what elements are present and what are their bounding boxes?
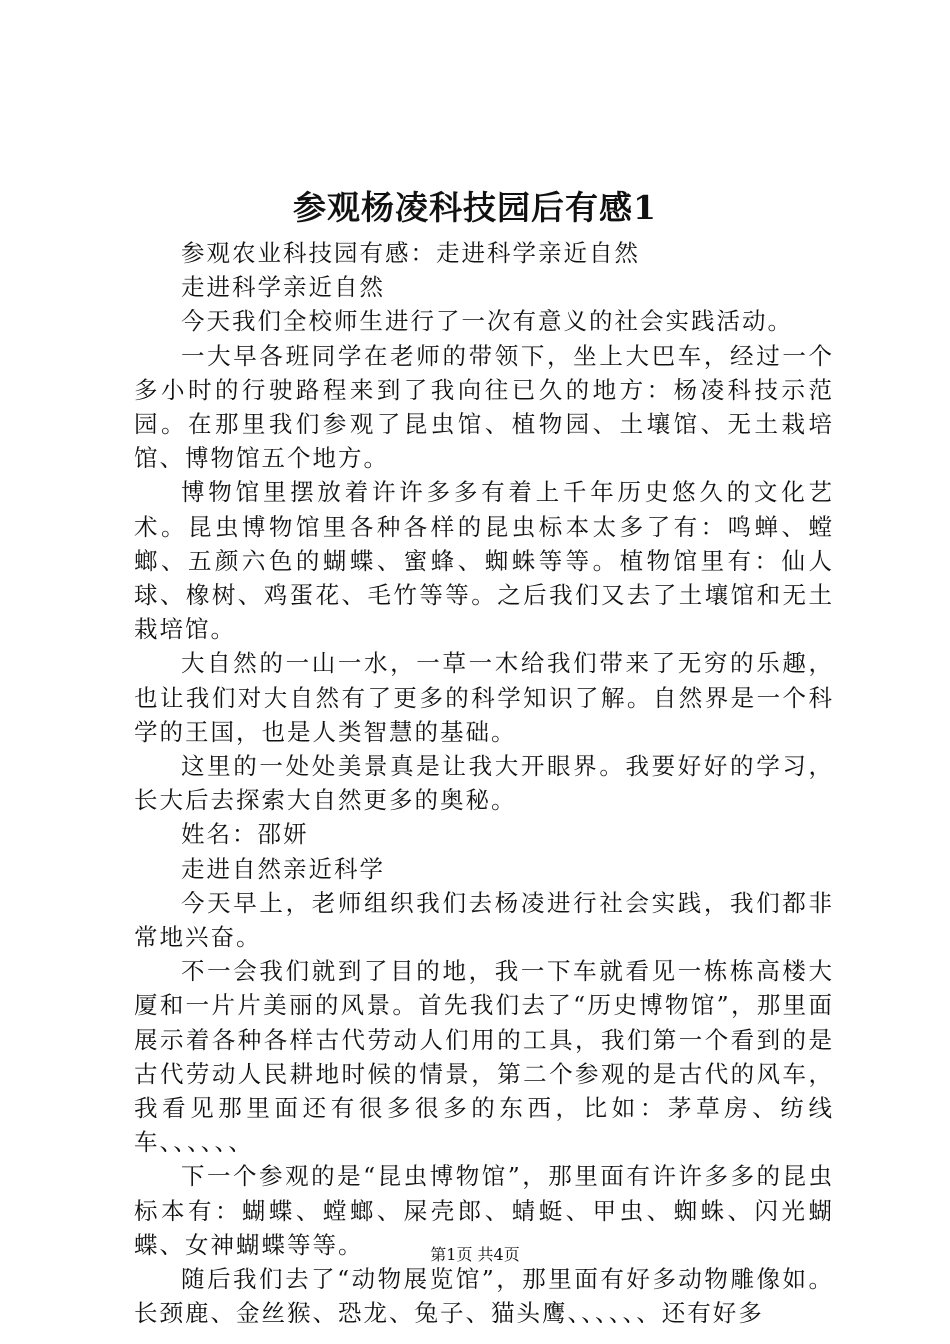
paragraph: 今天我们全校师生进行了一次有意义的社会实践活动。 bbox=[181, 307, 793, 336]
section-heading: 走进自然亲近科学 bbox=[181, 854, 385, 883]
paragraph: 大自然的一山一水，一草一木给我们带来了无穷的乐趣，也让我们对大自然有了更多的科学知识了解。自然界是一个科学的王国，也是人类智慧的基础。 bbox=[134, 649, 834, 746]
author-line: 姓名：邵妍 bbox=[181, 820, 309, 849]
paragraph: 下一个参观的是“昆虫博物馆”，那里面有许许多多的昆虫标本有：蝴蝶、螳螂、屎壳郎、蜻蜓、甲虫、蜘蛛、闪光蝴蝶、女神蝴蝶等等。 bbox=[134, 1162, 834, 1259]
page-footer: 第1页 共4页 bbox=[430, 1245, 520, 1264]
paragraph: 一大早各班同学在老师的带领下，坐上大巴车，经过一个多小时的行驶路程来到了我向往已久的地方：杨凌科技示范园。在那里我们参观了昆虫馆、植物园、土壤馆、无土栽培馆、博物馆五个地方。 bbox=[134, 341, 834, 473]
paragraph: 今天早上，老师组织我们去杨凌进行社会实践，我们都非常地兴奋。 bbox=[134, 888, 834, 952]
paragraph: 不一会我们就到了目的地，我一下车就看见一栋栋高楼大厦和一片片美丽的风景。首先我们去了“历史博物馆”，那里面展示着各种各样古代劳动人们用的工具，我们第一个看到的是古代劳动人民耕地时候的情景，第二个参观的是古代的风车，我看见那里面还有很多很多的东西，比如：茅草房、纺线车、、、、、、 bbox=[134, 957, 834, 1157]
paragraph: 随后我们去了“动物展览馆”，那里面有好多动物雕像如。长颈鹿、金丝猴、恐龙、兔子、猫头鹰、、、、、、还有好多 bbox=[134, 1265, 834, 1328]
paragraph: 参观农业科技园有感：走进科学亲近自然 bbox=[181, 239, 640, 267]
paragraph: 博物馆里摆放着许许多多有着上千年历史悠久的文化艺术。昆虫博物馆里各种各样的昆虫标本太多了有：鸣蝉、螳螂、五颜六色的蝴蝶、蜜蜂、蜘蛛等等。植物馆里有：仙人球、橡树、鸡蛋花、毛竹等等。之后我们又去了土壤馆和无土栽培馆。 bbox=[134, 478, 834, 644]
document-body bbox=[134, 236, 834, 1331]
document-title: 参观杨凌科技园后有感1 bbox=[293, 188, 657, 227]
paragraph: 走进科学亲近自然 bbox=[181, 273, 385, 302]
paragraph: 这里的一处处美景真是让我大开眼界。我要好好的学习，长大后去探索大自然更多的奥秘。 bbox=[134, 752, 834, 815]
